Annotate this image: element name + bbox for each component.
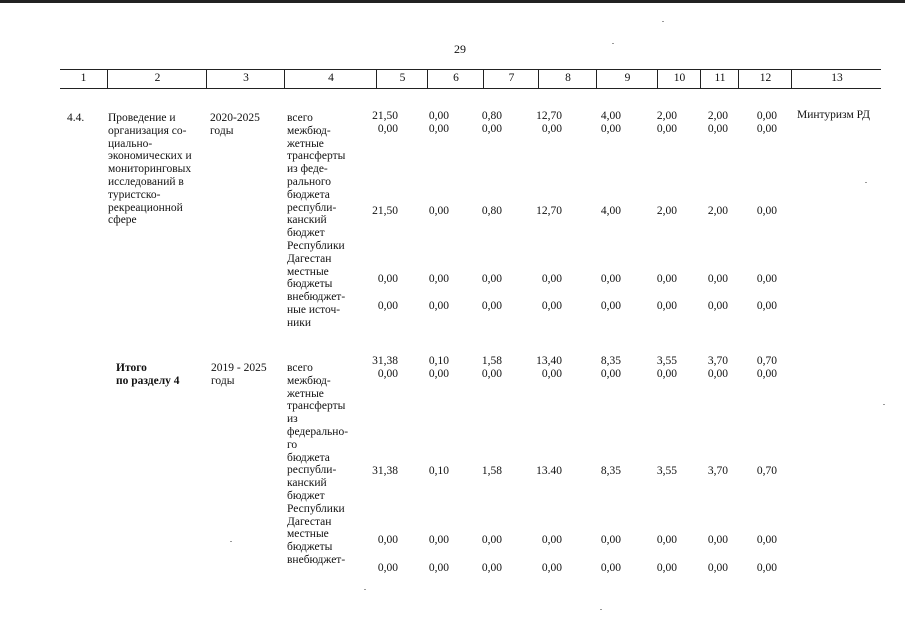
source-line: республи- bbox=[287, 201, 337, 214]
value-cell-republic-col7: 1,58 bbox=[481, 465, 502, 477]
value-cell-total-col6: 0,00 bbox=[428, 110, 449, 122]
value-cell-total-col12: 0,70 bbox=[756, 355, 777, 367]
value-cell-republic-col12: 0,00 bbox=[756, 205, 777, 217]
page-top-edge bbox=[0, 0, 905, 3]
source-line: всего bbox=[287, 362, 313, 374]
period-line: 2020-2025 bbox=[210, 112, 260, 124]
value-cell-republic-col11: 3,70 bbox=[707, 465, 728, 477]
value-cell-federal-col6: 0,00 bbox=[428, 123, 449, 135]
value-cell-offbudget-col7: 0,00 bbox=[481, 562, 502, 574]
value-cell-total-col10: 3,55 bbox=[656, 355, 677, 367]
value-cell-federal-col11: 0,00 bbox=[707, 123, 728, 135]
header-col-1: 1 bbox=[80, 72, 87, 84]
value-cell-total-col7: 0,80 bbox=[481, 110, 502, 122]
source-line: республи- bbox=[287, 464, 337, 477]
scan-speck bbox=[612, 43, 614, 44]
row1-executor: Минтуризм РД bbox=[797, 109, 870, 121]
name-line: экономических и bbox=[108, 150, 192, 163]
source-line: Республики bbox=[287, 502, 345, 515]
value-cell-local-col12: 0,00 bbox=[756, 273, 777, 285]
value-cell-republic-col5: 31,38 bbox=[372, 465, 398, 477]
name-line: туристско- bbox=[108, 188, 161, 201]
value-cell-local-col11: 0,00 bbox=[707, 273, 728, 285]
header-col-3: 3 bbox=[206, 70, 285, 88]
source-line: жетные bbox=[287, 137, 324, 150]
source-line: ники bbox=[287, 316, 312, 329]
value-cell-republic-col10: 3,55 bbox=[656, 465, 677, 477]
source-line: из bbox=[287, 413, 298, 426]
value-cell-total-col7: 1,58 bbox=[481, 355, 502, 367]
value-cell-local-col6: 0,00 bbox=[428, 534, 449, 546]
value-cell-federal-col5: 0,00 bbox=[377, 368, 398, 380]
value-cell-republic-col9: 4,00 bbox=[600, 205, 621, 217]
value-cell-federal-col10: 0,00 bbox=[656, 368, 677, 380]
value-cell-local-col8: 0,00 bbox=[541, 273, 562, 285]
header-col-2: 2 bbox=[107, 70, 207, 88]
value-cell-republic-col7: 0,80 bbox=[481, 205, 502, 217]
value-cell-offbudget-col7: 0,00 bbox=[481, 300, 502, 312]
value-cell-republic-col10: 2,00 bbox=[656, 205, 677, 217]
source-line: внебюджет- bbox=[287, 291, 346, 304]
header-col-13: 13 bbox=[791, 70, 882, 88]
scan-speck bbox=[865, 182, 867, 183]
value-cell-offbudget-col10: 0,00 bbox=[656, 300, 677, 312]
page-number: 29 bbox=[454, 42, 466, 56]
header-col-7: 7 bbox=[483, 70, 539, 88]
value-cell-offbudget-col6: 0,00 bbox=[428, 562, 449, 574]
value-cell-federal-col7: 0,00 bbox=[481, 368, 502, 380]
value-cell-local-col5: 0,00 bbox=[377, 534, 398, 546]
value-cell-local-col12: 0,00 bbox=[756, 534, 777, 546]
row2-name bbox=[116, 362, 180, 388]
value-cell-local-col8: 0,00 bbox=[541, 534, 562, 546]
value-cell-republic-col9: 8,35 bbox=[600, 465, 621, 477]
value-cell-offbudget-col12: 0,00 bbox=[756, 300, 777, 312]
source-line: бюджета bbox=[287, 451, 330, 464]
value-cell-republic-col6: 0,00 bbox=[428, 205, 449, 217]
header-col-10: 10 bbox=[657, 70, 701, 88]
header-col-5: 5 bbox=[376, 70, 428, 88]
source-line: го bbox=[287, 438, 298, 451]
name-line: циально- bbox=[108, 137, 153, 150]
source-line: межбюд- bbox=[287, 374, 331, 387]
period-line: годы bbox=[210, 124, 234, 137]
name-line: сфере bbox=[108, 214, 137, 227]
value-cell-federal-col9: 0,00 bbox=[600, 123, 621, 135]
source-line: бюджеты bbox=[287, 541, 333, 554]
source-line: Республики bbox=[287, 239, 345, 252]
row1-sources bbox=[287, 112, 345, 330]
value-cell-local-col7: 0,00 bbox=[481, 534, 502, 546]
row1-period bbox=[210, 112, 260, 138]
source-line: Дагестан bbox=[287, 515, 332, 528]
value-cell-republic-col8: 12,70 bbox=[536, 205, 562, 217]
value-cell-offbudget-col9: 0,00 bbox=[600, 300, 621, 312]
value-cell-federal-col8: 0,00 bbox=[541, 368, 562, 380]
name-line: исследований в bbox=[108, 175, 184, 188]
value-cell-offbudget-col5: 0,00 bbox=[377, 300, 398, 312]
header-col-8: 8 bbox=[538, 70, 597, 88]
value-cell-local-col10: 0,00 bbox=[656, 273, 677, 285]
value-cell-federal-col12: 0,00 bbox=[756, 368, 777, 380]
value-cell-federal-col9: 0,00 bbox=[600, 368, 621, 380]
source-line: местные bbox=[287, 528, 329, 541]
header-col-4: 4 bbox=[284, 70, 377, 88]
value-cell-federal-col6: 0,00 bbox=[428, 368, 449, 380]
value-cell-federal-col5: 0,00 bbox=[377, 123, 398, 135]
period-line: годы bbox=[211, 374, 235, 387]
value-cell-offbudget-col8: 0,00 bbox=[541, 300, 562, 312]
value-cell-total-col5: 31,38 bbox=[372, 355, 398, 367]
value-cell-total-col8: 13,40 bbox=[536, 355, 562, 367]
source-line: рального bbox=[287, 175, 332, 188]
source-line: ные источ- bbox=[287, 303, 341, 316]
source-line: из феде- bbox=[287, 163, 328, 176]
value-cell-local-col9: 0,00 bbox=[600, 273, 621, 285]
scan-speck bbox=[662, 21, 664, 22]
row2-sources bbox=[287, 362, 348, 567]
value-cell-offbudget-col6: 0,00 bbox=[428, 300, 449, 312]
header-col-11: 11 bbox=[700, 70, 739, 88]
name-line: рекреационной bbox=[108, 201, 183, 214]
value-cell-republic-col11: 2,00 bbox=[707, 205, 728, 217]
name-line: по разделу 4 bbox=[116, 374, 180, 387]
source-line: канский bbox=[287, 477, 327, 490]
value-cell-total-col12: 0,00 bbox=[756, 110, 777, 122]
value-cell-offbudget-col11: 0,00 bbox=[707, 562, 728, 574]
value-cell-federal-col11: 0,00 bbox=[707, 368, 728, 380]
source-line: бюджета bbox=[287, 188, 330, 201]
value-cell-total-col9: 8,35 bbox=[600, 355, 621, 367]
source-line: федерально- bbox=[287, 425, 349, 438]
value-cell-local-col5: 0,00 bbox=[377, 273, 398, 285]
value-cell-offbudget-col8: 0,00 bbox=[541, 562, 562, 574]
value-cell-offbudget-col5: 0,00 bbox=[377, 562, 398, 574]
table-header-row bbox=[60, 69, 881, 89]
value-cell-offbudget-col12: 0,00 bbox=[756, 562, 777, 574]
scan-speck bbox=[364, 589, 366, 590]
value-cell-federal-col12: 0,00 bbox=[756, 123, 777, 135]
scan-speck bbox=[230, 541, 232, 542]
value-cell-total-col9: 4,00 bbox=[600, 110, 621, 122]
value-cell-total-col6: 0,10 bbox=[428, 355, 449, 367]
name-line: организация со- bbox=[108, 124, 187, 137]
source-line: канский bbox=[287, 214, 327, 227]
value-cell-local-col10: 0,00 bbox=[656, 534, 677, 546]
value-cell-total-col8: 12,70 bbox=[536, 110, 562, 122]
header-col-12: 12 bbox=[738, 70, 792, 88]
value-cell-local-col9: 0,00 bbox=[600, 534, 621, 546]
value-cell-total-col11: 3,70 bbox=[707, 355, 728, 367]
value-cell-total-col5: 21,50 bbox=[372, 110, 398, 122]
period-line: 2019 - 2025 bbox=[211, 362, 267, 374]
name-line: Проведение и bbox=[108, 112, 176, 124]
source-line: бюджет bbox=[287, 227, 325, 240]
value-cell-total-col10: 2,00 bbox=[656, 110, 677, 122]
header-col-6: 6 bbox=[427, 70, 484, 88]
value-cell-republic-col5: 21,50 bbox=[372, 205, 398, 217]
source-line: бюджеты bbox=[287, 278, 333, 291]
value-cell-federal-col8: 0,00 bbox=[541, 123, 562, 135]
source-line: бюджет bbox=[287, 489, 325, 502]
scan-speck bbox=[883, 404, 885, 405]
value-cell-local-col6: 0,00 bbox=[428, 273, 449, 285]
value-cell-republic-col6: 0,10 bbox=[428, 465, 449, 477]
source-line: трансферты bbox=[287, 150, 346, 163]
header-col-9: 9 bbox=[596, 70, 658, 88]
source-line: жетные bbox=[287, 387, 324, 400]
value-cell-republic-col8: 13.40 bbox=[536, 465, 562, 477]
source-line: внебюджет- bbox=[287, 553, 346, 566]
value-cell-federal-col10: 0,00 bbox=[656, 123, 677, 135]
value-cell-local-col11: 0,00 bbox=[707, 534, 728, 546]
value-cell-federal-col7: 0,00 bbox=[481, 123, 502, 135]
source-line: межбюд- bbox=[287, 124, 331, 137]
value-cell-total-col11: 2,00 bbox=[707, 110, 728, 122]
value-cell-local-col7: 0,00 bbox=[481, 273, 502, 285]
source-line: Дагестан bbox=[287, 252, 332, 265]
value-cell-offbudget-col9: 0,00 bbox=[600, 562, 621, 574]
value-cell-offbudget-col11: 0,00 bbox=[707, 300, 728, 312]
source-line: местные bbox=[287, 265, 329, 278]
row1-name bbox=[108, 112, 192, 227]
name-line: мониторинговых bbox=[108, 163, 192, 176]
source-line: всего bbox=[287, 112, 313, 124]
value-cell-republic-col12: 0,70 bbox=[756, 465, 777, 477]
row2-period bbox=[211, 362, 267, 388]
source-line: трансферты bbox=[287, 400, 346, 413]
name-line: Итого bbox=[116, 362, 147, 374]
scan-speck bbox=[600, 609, 602, 610]
value-cell-offbudget-col10: 0,00 bbox=[656, 562, 677, 574]
row-code: 4.4. bbox=[67, 112, 85, 124]
